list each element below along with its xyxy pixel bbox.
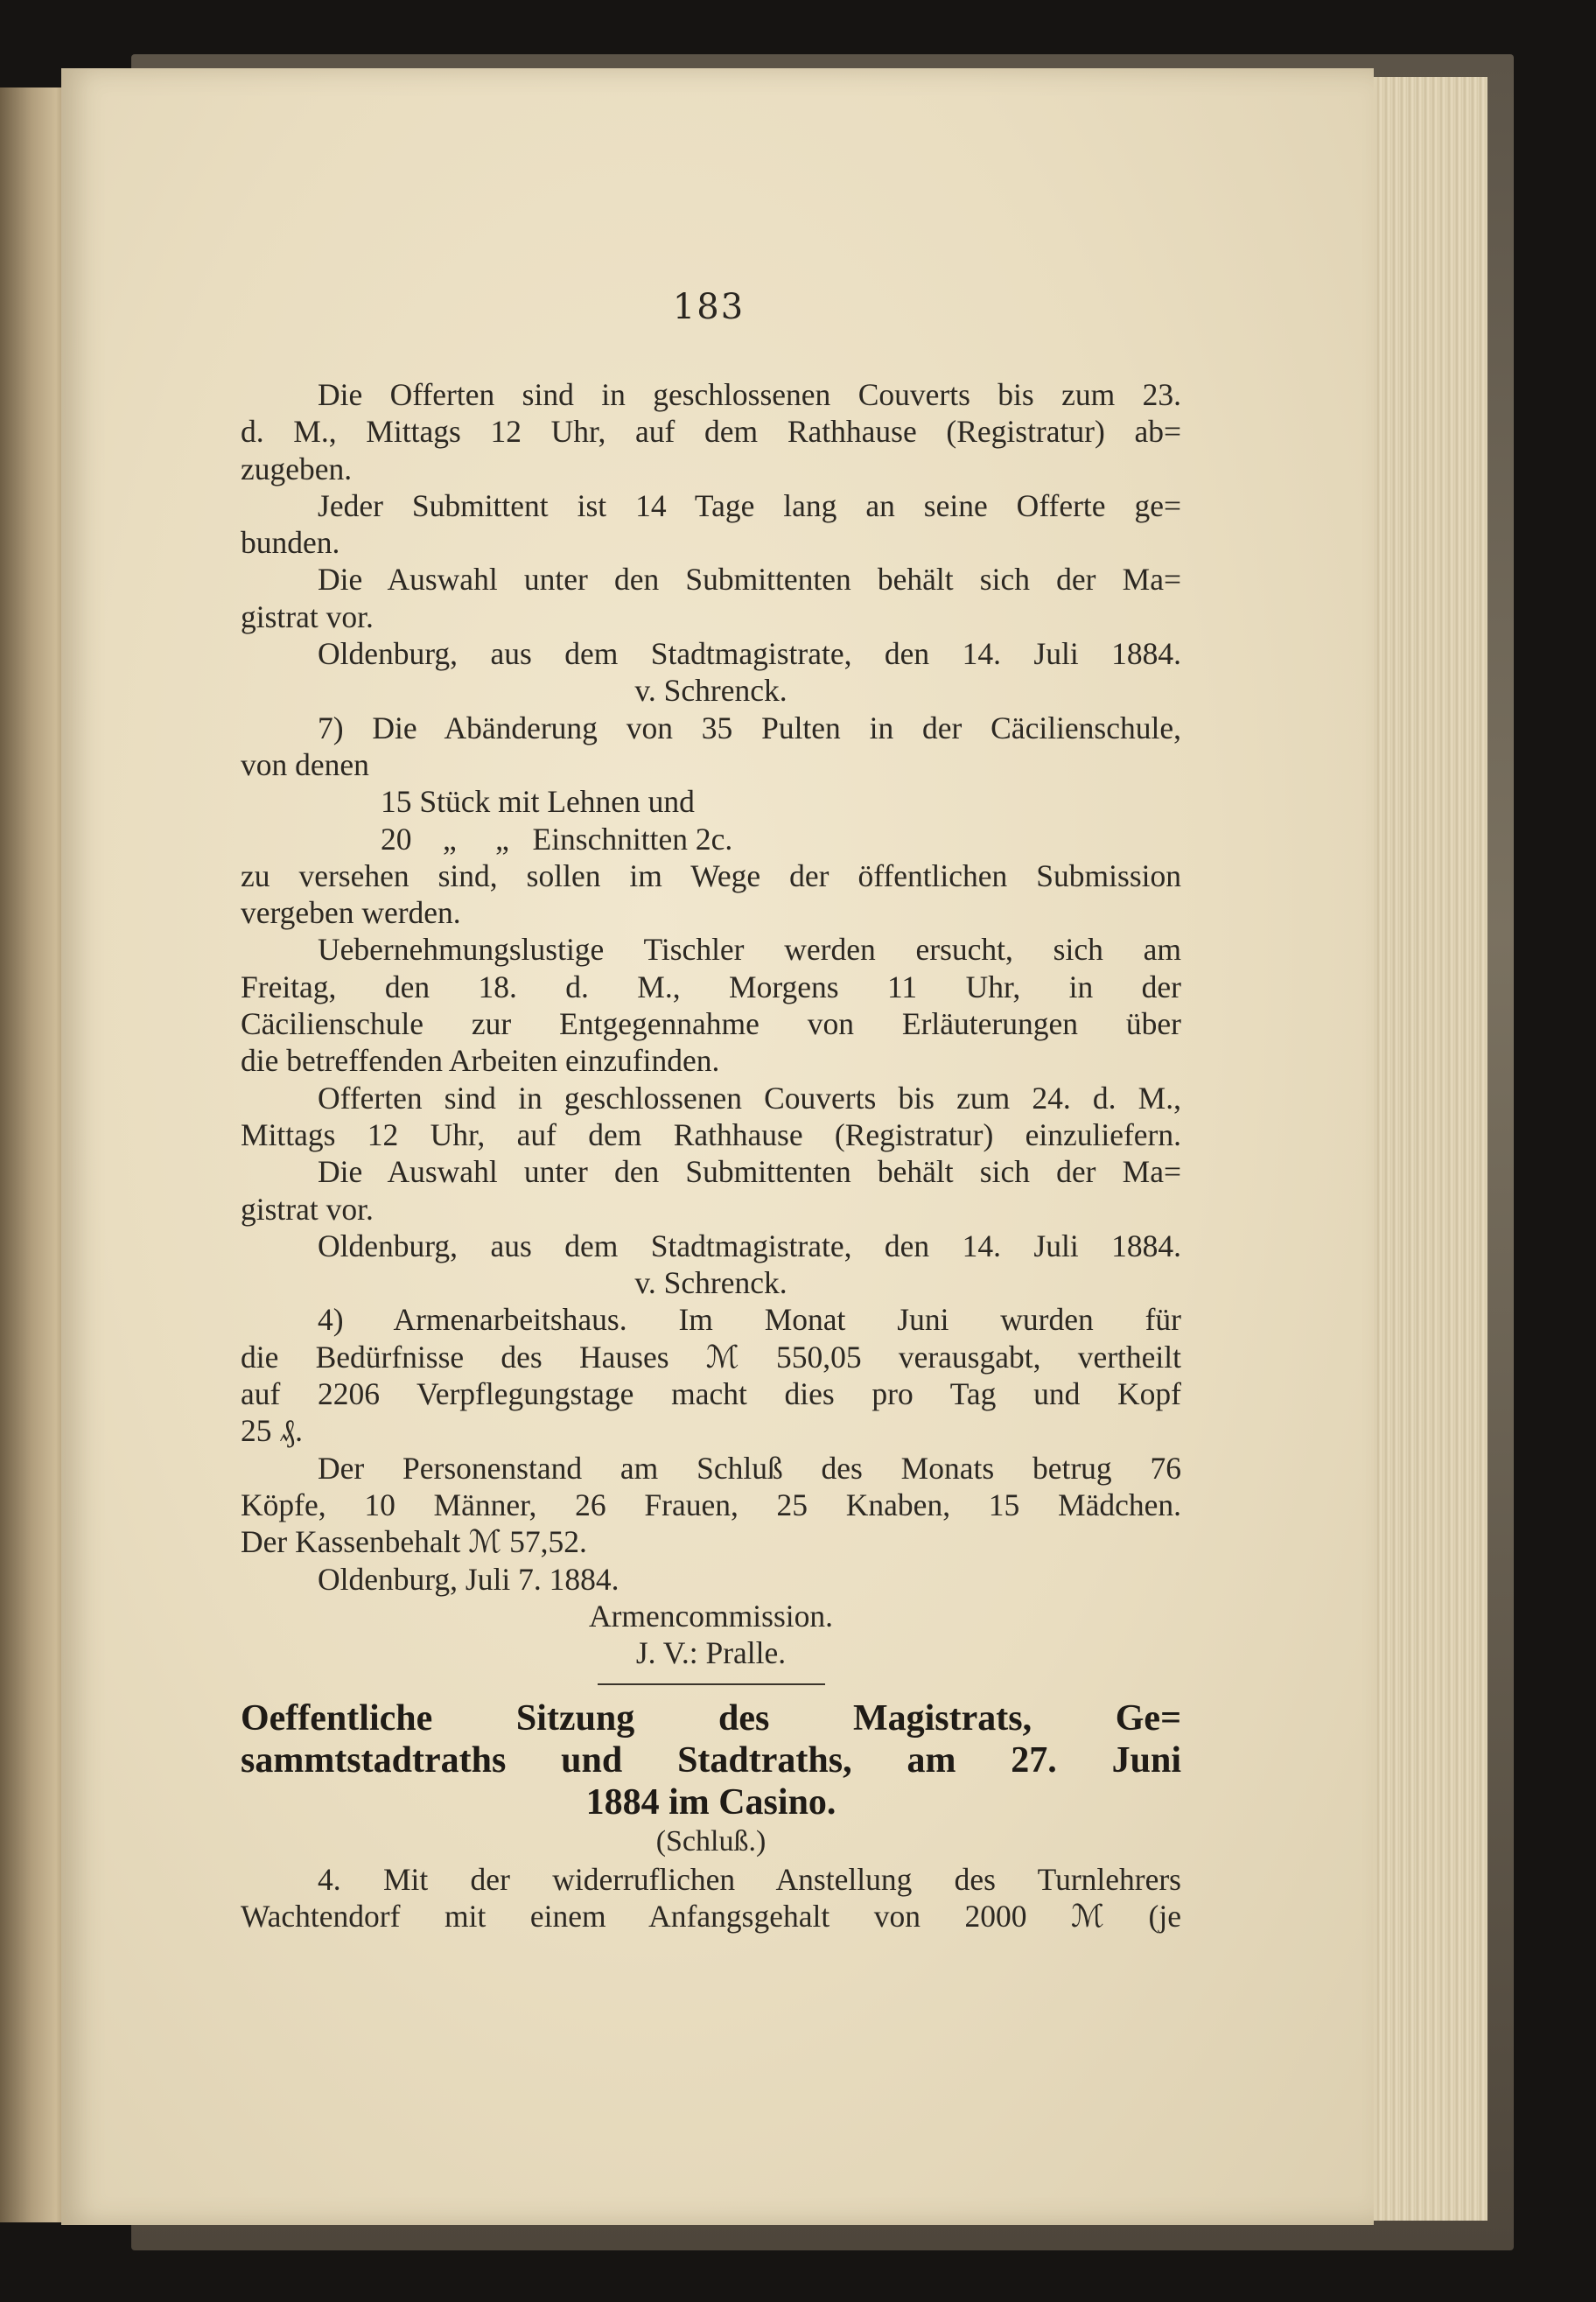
signature-line: J. V.: Pralle. bbox=[635, 1635, 787, 1671]
text-line: Die Offerten sind in geschlossenen Couverts bis zum 23. bbox=[318, 377, 1181, 412]
text-line: zu versehen sind, sollen im Wege der öffentlichen Submission bbox=[241, 857, 1181, 893]
text-line: Der Personenstand am Schluß des Monats betrug 76 bbox=[318, 1450, 1181, 1486]
signature-line: Armencommission. bbox=[588, 1598, 834, 1634]
text-line: Der Kassenbehalt ℳ 57,52. bbox=[241, 1524, 587, 1560]
text-line: 4) Armenarbeitshaus. Im Monat Juni wurden für bbox=[318, 1302, 1181, 1338]
text-line: 15 Stück mit Lehnen und bbox=[381, 784, 695, 820]
left-page-edge bbox=[0, 87, 70, 2222]
text-line: vergeben werden. bbox=[241, 895, 461, 931]
text-line: 25 ₰. bbox=[241, 1413, 303, 1449]
heading-line: Oeffentliche Sitzung des Magistrats, Ge= bbox=[241, 1698, 1181, 1739]
text-line: Cäcilienschule zur Entgegennahme von Erläuterungen über bbox=[241, 1006, 1181, 1042]
text-line: gistrat vor. bbox=[241, 1191, 374, 1227]
text-line: Oldenburg, Juli 7. 1884. bbox=[318, 1561, 620, 1597]
text-line: gistrat vor. bbox=[241, 598, 374, 634]
text-line: Oldenburg, aus dem Stadtmagistrate, den 14. Juli 1884. bbox=[318, 1228, 1181, 1263]
page-body bbox=[241, 376, 1181, 1935]
text-line: Jeder Submittent ist 14 Tage lang an seine Offerte ge= bbox=[318, 487, 1181, 523]
text-line: d. M., Mittags 12 Uhr, auf dem Rathhause (Registratur) ab= bbox=[241, 414, 1181, 450]
text-line: auf 2206 Verpflegungstage macht dies pro Tag und Kopf bbox=[241, 1376, 1181, 1412]
text-line: Köpfe, 10 Männer, 26 Frauen, 25 Knaben, 15 Mädchen. bbox=[241, 1487, 1181, 1522]
book-page bbox=[61, 68, 1374, 2225]
text-line: die betreffenden Arbeiten einzufinden. bbox=[241, 1043, 720, 1079]
signature-line: v. Schrenck. bbox=[634, 673, 788, 709]
text-line: Mittags 12 Uhr, auf dem Rathhause (Registratur) einzuliefern. bbox=[241, 1116, 1181, 1152]
heading-line: 1884 im Casino. bbox=[585, 1782, 836, 1823]
text-line: Wachtendorf mit einem Anfangsgehalt von 2000 ℳ (je bbox=[241, 1898, 1181, 1934]
text-line: zugeben. bbox=[241, 451, 353, 486]
text-line: Die Auswahl unter den Submittenten behält sich der Ma= bbox=[318, 1154, 1181, 1190]
text-line: Freitag, den 18. d. M., Morgens 11 Uhr, in der bbox=[241, 969, 1181, 1004]
text-line: 4. Mit der widerruflichen Anstellung des Turnlehrers bbox=[318, 1861, 1181, 1897]
text-line: Uebernehmungslustige Tischler werden ersucht, sich am bbox=[318, 932, 1181, 968]
text-line: Die Auswahl unter den Submittenten behält sich der Ma= bbox=[318, 562, 1181, 598]
text-line: bunden. bbox=[241, 525, 340, 561]
text-line: von denen bbox=[241, 746, 369, 782]
text-line: Offerten sind in geschlossenen Couverts bis zum 24. d. M., bbox=[318, 1080, 1181, 1116]
text-line: die Bedürfnisse des Hauses ℳ 550,05 verausgabt, vertheilt bbox=[241, 1339, 1181, 1375]
subheading: (Schluß.) bbox=[655, 1825, 766, 1858]
text-line: 20 „ „ Einschnitten 2c. bbox=[381, 821, 733, 857]
signature-line: v. Schrenck. bbox=[634, 1265, 788, 1301]
text-line: Oldenburg, aus dem Stadtmagistrate, den 14. Juli 1884. bbox=[318, 636, 1181, 672]
section-divider bbox=[598, 1683, 825, 1685]
page-number: 183 bbox=[672, 287, 746, 327]
section-heading bbox=[241, 1697, 1181, 1823]
text-line: 7) Die Abänderung von 35 Pulten in der Cäcilienschule, bbox=[318, 710, 1181, 745]
heading-line: sammtstadtraths und Stadtraths, am 27. Juni bbox=[241, 1740, 1181, 1781]
